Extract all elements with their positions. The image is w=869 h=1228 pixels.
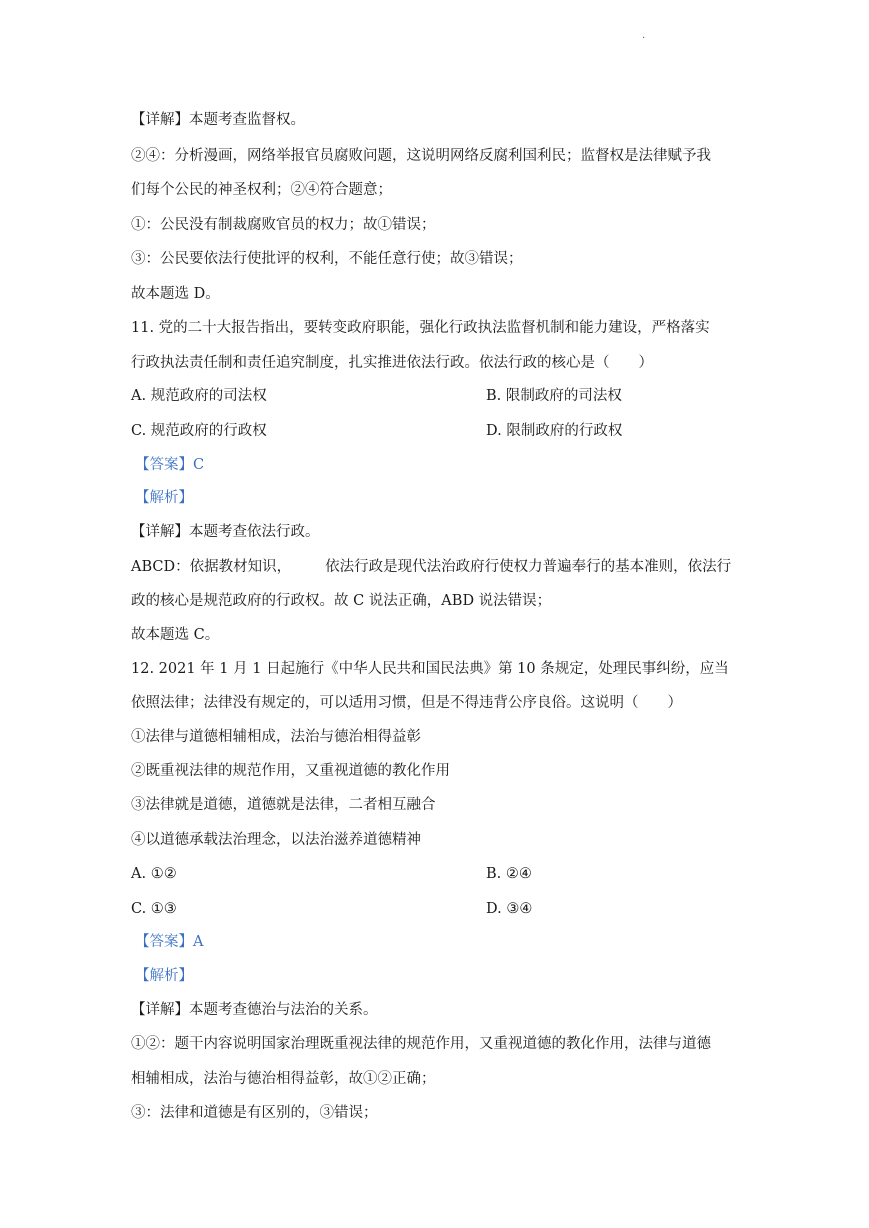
q11-conclusion: 故本题选 C。	[131, 627, 220, 643]
q11-explain-line-1	[131, 557, 731, 577]
page-mark-dot: .	[642, 30, 646, 41]
q12-answer: 【答案】A	[135, 934, 204, 950]
q11-option-b: B. 限制政府的司法权	[486, 388, 622, 404]
q12-explain-line-2: 相辅相成，法治与德治相得益彰，故①②正确；	[131, 1071, 436, 1087]
q11-option-a: A. 规范政府的司法权	[131, 388, 267, 404]
q12-stem-line-2: 依照法律；法律没有规定的，可以适用习惯，但是不得违背公序良俗。这说明（ ）	[131, 695, 682, 711]
q11-option-c: C. 规范政府的行政权	[131, 423, 267, 439]
q11-answer: 【答案】C	[135, 457, 205, 473]
q12-option-d: D. ③④	[486, 901, 533, 917]
q12-detail: 【详解】本题考查德治与法治的关系。	[131, 1002, 378, 1018]
q10-explain-line-1: ②④：分析漫画，网络举报官员腐败问题，这说明网络反腐利国利民；监督权是法律赋予我	[131, 148, 711, 164]
q12-item-2: ②既重视法律的规范作用，又重视道德的教化作用	[131, 763, 450, 779]
q11-analysis-label: 【解析】	[135, 490, 193, 506]
q12-analysis-label: 【解析】	[135, 968, 193, 984]
q12-explain-line-1: ①②：题干内容说明国家治理既重视法律的规范作用，又重视道德的教化作用，法律与道德	[131, 1036, 711, 1052]
q10-explain-line-3: ①：公民没有制裁腐败官员的权力；故①错误；	[131, 217, 436, 233]
q12-explain-line-3: ③：法律和道德是有区别的，③错误；	[131, 1105, 378, 1121]
q11-explain-line-2: 政的核心是规范政府的行政权。故 C 说法正确，ABD 说法错误；	[131, 593, 552, 609]
q11-detail: 【详解】本题考查依法行政。	[131, 524, 320, 540]
q11-stem-line-1: 11. 党的二十大报告指出，要转变政府职能，强化行政执法监督机制和能力建设，严格落实	[131, 320, 710, 336]
q12-item-4: ④以道德承载法治理念，以法治滋养道德精神	[131, 832, 421, 848]
q12-stem-line-1: 12. 2021 年 1 月 1 日起施行《中华人民共和国民法典》第 10 条规定，处理民事纠纷，应当	[131, 661, 729, 677]
q12-item-1: ①法律与道德相辅相成，法治与德治相得益彰	[131, 729, 421, 745]
q11-explain-line-1a: ABCD：依据教材知识，	[131, 559, 292, 575]
q10-conclusion: 故本题选 D。	[131, 286, 220, 302]
q10-explain-line-2: 们每个公民的神圣权利；②④符合题意；	[131, 182, 392, 198]
q12-item-3: ③法律就是道德，道德就是法律，二者相互融合	[131, 797, 436, 813]
q10-explain-line-4: ③：公民要依法行使批评的权利，不能任意行使；故③错误；	[131, 251, 523, 267]
q11-explain-line-1b: 依法行政是现代法治政府行使权力普遍奉行的基本准则，依法行	[325, 559, 732, 575]
q11-stem-line-2: 行政执法责任制和责任追究制度，扎实推进依法行政。依法行政的核心是（ ）	[131, 355, 653, 371]
q12-option-c: C. ①③	[131, 901, 177, 917]
q12-option-a: A. ①②	[131, 866, 177, 882]
q11-option-d: D. 限制政府的行政权	[486, 423, 623, 439]
q12-option-b: B. ②④	[486, 866, 532, 882]
q10-detail: 【详解】本题考查监督权。	[131, 112, 305, 128]
